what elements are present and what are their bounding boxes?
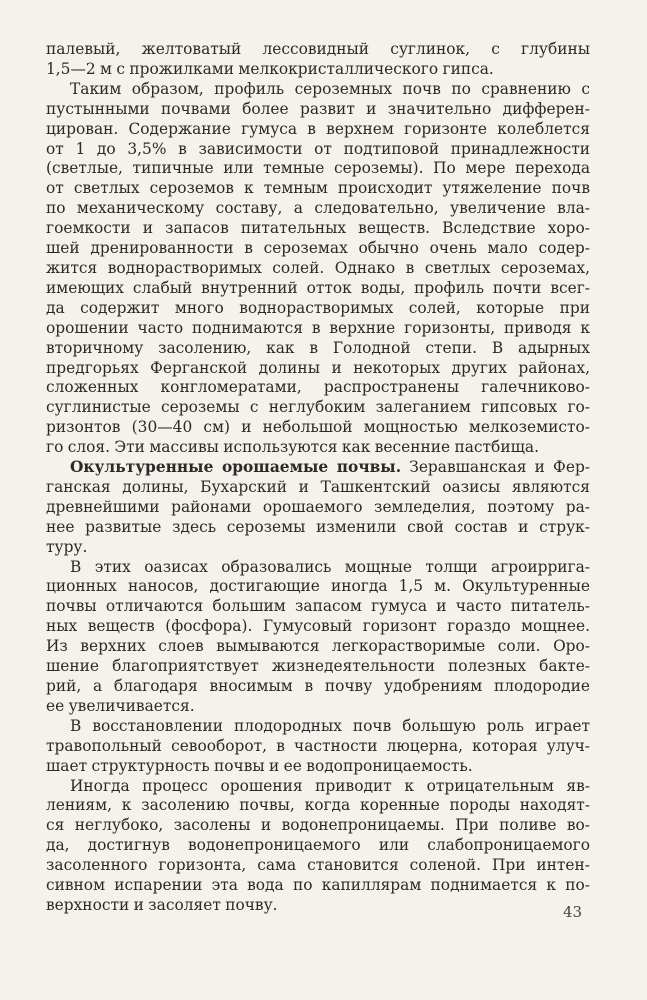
text-line: (светлые, типичные или темные сероземы). По мере перехода [46, 159, 590, 178]
text-line: да, достигнув водонепроницаемого или слабопроницаемого [46, 836, 590, 855]
page-number: 43 [563, 903, 583, 921]
text-line: да содержит много воднорастворимых солей, которые при [46, 298, 590, 317]
section-heading: Окультуренные орошаемые почвы. [70, 458, 402, 477]
text-line: ционных наносов, достигающие иногда 1,5 м. Окультуренные [46, 577, 590, 596]
text-line: ризонтов (30—40 см) и небольшой мощностью мелкоземисто- [46, 418, 590, 437]
text-line [46, 458, 590, 478]
text-line: древнейшими районами орошаемого земледелия, поэтому ра- [46, 497, 590, 516]
text-line: сивном испарении эта вода по капиллярам поднимается к по- [46, 876, 590, 895]
text-line: 1,5—2 м с прожилками мелкокристаллического гипса. [46, 59, 494, 78]
text-line: суглинистые сероземы с неглубоким залеганием гипсовых го- [46, 398, 590, 417]
text-line: палевый, желтоватый лессовидный суглинок, с глубины [46, 40, 590, 58]
text-line: ганская долины, Бухарский и Ташкентский оазисы являются [46, 477, 590, 496]
text-line: ных веществ (фосфора). Гумусовый горизонт гораздо мощнее. [46, 617, 590, 636]
text-line: рий, а благодаря вносимым в почву удобрениям плодородие [46, 677, 590, 695]
text-line: пустынными почвами более развит и значительно дифферен- [46, 99, 590, 118]
text-line: по механическому составу, а следовательно, увеличение вла- [46, 199, 590, 218]
text-line: почвы отличаются большим запасом гумуса и часто питатель- [46, 597, 590, 616]
text-line: верхности и засоляет почву. [46, 895, 278, 914]
text-line: Из верхних слоев вымываются легкорастворимые соли. Оро- [46, 637, 590, 656]
text-line: гоемкости и запасов питательных веществ. Вследствие хоро- [46, 219, 590, 238]
text-line: лениям, к засолению почвы, когда коренные породы находят- [46, 796, 590, 815]
text-line: го слоя. Эти массивы используются как весенние пастбища. [46, 438, 539, 457]
text-line: жится воднорастворимых солей. Однако в светлых сероземах, [46, 258, 590, 277]
text-line: орошении часто поднимаются в верхние горизонты, приводя к [46, 318, 590, 337]
text-line: предгорьях Ферганской долины и некоторых других районах, [46, 358, 590, 377]
text-line: Иногда процесс орошения приводит к отрицательным яв- [70, 776, 590, 795]
text-line: шает структурность почвы и ее водопроницаемость. [46, 756, 473, 775]
text-line: засоленного горизонта, сама становится соленой. При интен- [46, 856, 590, 875]
body-text [46, 40, 590, 916]
text-line: от 1 до 3,5% в зависимости от подтиповой принадлежности [46, 139, 590, 158]
text-line: шей дренированности в сероземах обычно очень мало содер- [46, 239, 590, 258]
text-line: туру. [46, 537, 88, 556]
text-line: сложенных конгломератами, распространены галечниково- [46, 378, 590, 397]
text-line: В восстановлении плодородных почв большую роль играет [70, 716, 590, 735]
text-line: цирован. Содержание гумуса в верхнем горизонте колеблется [46, 119, 590, 138]
text-line: имеющих слабый внутренний отток воды, профиль почти всег- [46, 278, 590, 297]
text-line: вторичному засолению, как в Голодной степи. В адырных [46, 338, 590, 357]
text-line: шение благоприятствует жизнедеятельности полезных бакте- [46, 657, 590, 676]
text-line: Таким образом, профиль сероземных почв по сравнению с [70, 79, 590, 98]
heading-continuation: Зеравшанская и Фер- [401, 458, 590, 477]
text-line: нее развитые здесь сероземы изменили свой состав и струк- [46, 517, 590, 536]
text-line: травопольный севооборот, в частности люцерна, которая улуч- [46, 736, 590, 755]
text-line: В этих оазисах образовались мощные толщи агроирригa- [70, 557, 590, 576]
text-line: от светлых сероземов к темным происходит утяжеление почв [46, 179, 590, 198]
text-line: ее увеличивается. [46, 696, 195, 715]
text-line: ся неглубоко, засолены и водонепроницаемы. При поливе во- [46, 816, 590, 835]
